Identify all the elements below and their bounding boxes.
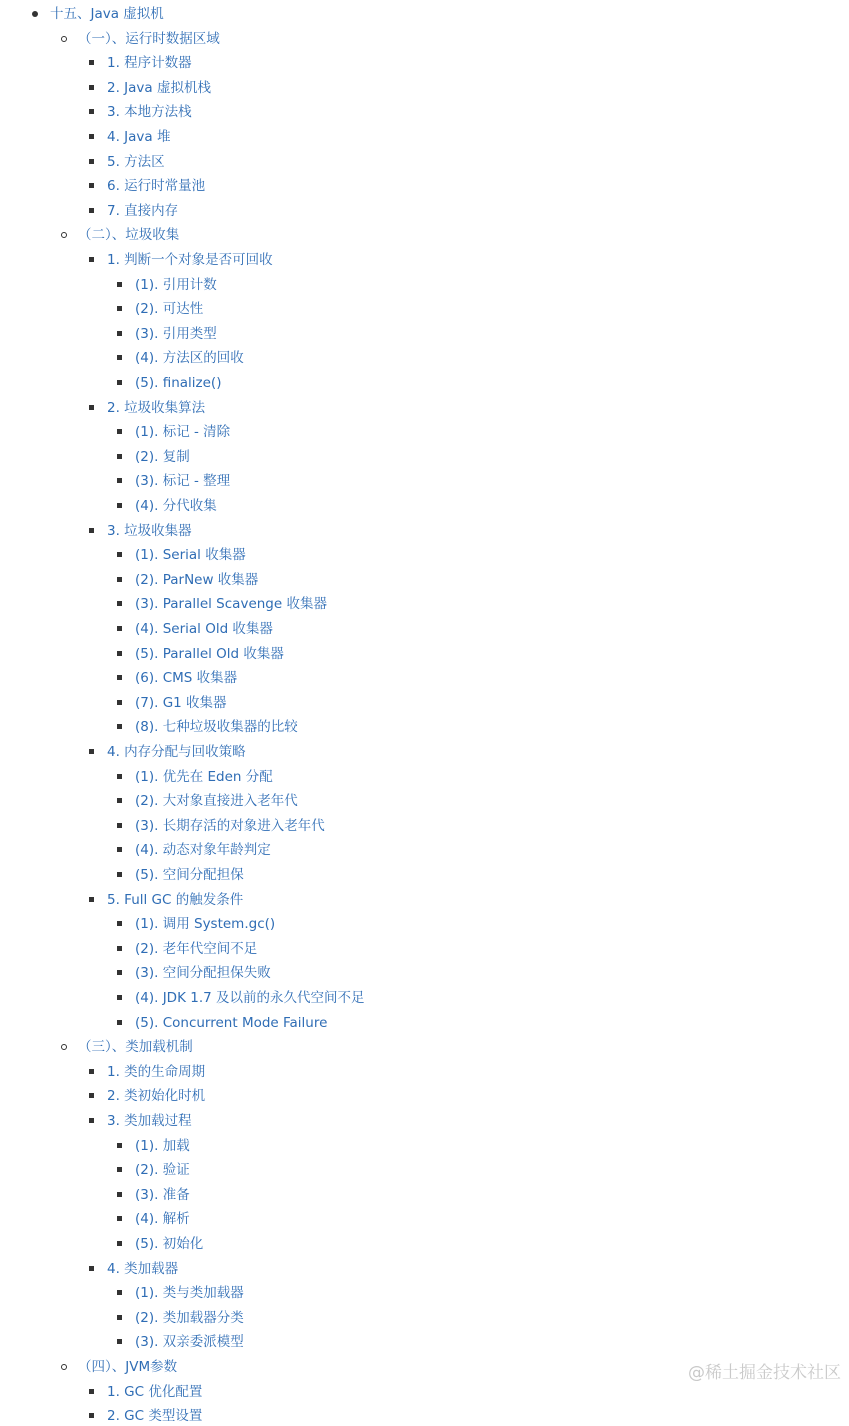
toc-section-link[interactable]: （四）、JVM参数 [78,1359,178,1375]
toc-subitem-link[interactable]: (4). Serial Old 收集器 [135,621,273,637]
list-bullet-icon [115,644,125,664]
toc-item-link[interactable]: 2. Java 虚拟机栈 [107,79,211,96]
list-item [135,717,298,737]
list-bullet-icon [115,840,125,860]
list-bullet-icon [87,1382,97,1402]
list-bullet-icon [87,250,97,270]
toc-subitem-link[interactable]: (5). finalize() [135,375,222,391]
list-item [107,176,205,196]
list-bullet-icon [87,152,97,172]
list-bullet-icon [87,1062,97,1082]
list-bullet-icon [87,890,97,910]
list-item [107,742,246,762]
toc-subitem-link[interactable]: (4). 解析 [135,1211,190,1228]
list-item [78,1357,177,1377]
toc-subitem-link[interactable]: (8). 七种垃圾收集器的比较 [135,719,298,736]
list-item [135,594,327,614]
list-bullet-icon [115,1136,125,1156]
toc-item-link[interactable]: 1. 类的生命周期 [107,1063,206,1080]
list-bullet-icon [87,1086,97,1106]
list-bullet-icon [87,201,97,221]
list-item [135,1185,190,1205]
toc-subitem-link[interactable]: (4). 方法区的回收 [135,350,244,367]
list-bullet-icon [115,914,125,934]
toc-subitem-link[interactable]: (2). ParNew 收集器 [135,571,259,588]
list-bullet-icon [115,1308,125,1328]
list-item [135,324,217,344]
toc-subitem-link[interactable]: (1). 优先在 Eden 分配 [135,768,273,785]
list-item [107,1406,202,1426]
list-bullet-icon [115,348,125,368]
list-bullet-icon [87,53,97,73]
list-item [135,570,258,590]
toc-item-link[interactable]: 4. 内存分配与回收策略 [107,744,246,760]
list-bullet-icon [115,1209,125,1229]
list-bullet-icon [115,717,125,737]
list-bullet-icon [115,1185,125,1205]
toc-item-link[interactable]: 4. 类加载器 [107,1260,179,1277]
toc-subitem-link[interactable]: (3). 标记 - 整理 [135,473,231,490]
list-bullet-icon [59,29,69,49]
list-item [135,496,217,516]
toc-subitem-link[interactable]: (2). 复制 [135,448,190,465]
list-item [78,29,220,49]
list-bullet-icon [115,447,125,467]
toc-subitem-link[interactable]: (1). 类与类加载器 [135,1285,244,1302]
toc-subitem-link[interactable]: (5). 初始化 [135,1236,204,1252]
toc-subitem-link[interactable]: (3). 准备 [135,1186,190,1203]
list-item [135,988,365,1008]
list-bullet-icon [115,570,125,590]
toc-subitem-link[interactable]: (1). 标记 - 清除 [135,424,231,441]
toc-item-link[interactable]: 6. 运行时常量池 [107,178,206,195]
list-item [107,1086,205,1106]
list-item [135,275,217,295]
list-item [135,447,190,467]
list-item [78,225,179,245]
list-bullet-icon [87,1406,97,1426]
toc-item-link[interactable]: 2. 类初始化时机 [107,1088,206,1105]
list-bullet-icon [115,939,125,959]
list-bullet-icon [115,1234,125,1254]
list-item [107,1259,178,1279]
list-item [135,619,273,639]
toc-item-link[interactable]: 2. GC 类型设置 [107,1408,203,1425]
list-item [135,1136,190,1156]
list-bullet-icon [115,545,125,565]
list-item [107,152,165,172]
toc-subitem-link[interactable]: (1). 加载 [135,1137,190,1154]
list-bullet-icon [115,668,125,688]
toc-subitem-link[interactable]: (7). G1 收集器 [135,694,227,711]
toc-subitem-link[interactable]: (3). 引用类型 [135,325,217,342]
toc-subitem-link[interactable]: (3). 空间分配担保失败 [135,965,271,982]
toc-section-link[interactable]: （三）、类加载机制 [78,1039,193,1056]
list-item [135,865,244,885]
list-bullet-icon [115,963,125,983]
list-bullet-icon [115,865,125,885]
list-bullet-icon [87,742,97,762]
list-bullet-icon [30,4,40,24]
list-bullet-icon [115,791,125,811]
list-bullet-icon [87,398,97,418]
list-item [107,127,170,147]
list-item [135,939,257,959]
toc-subitem-link[interactable]: (3). 长期存活的对象进入老年代 [135,817,325,834]
list-item [135,791,298,811]
toc-item-link[interactable]: 1. 程序计数器 [107,55,192,72]
toc-subitem-link[interactable]: (2). 类加载器分类 [135,1309,244,1326]
toc-root-link[interactable]: 十五、Java 虚拟机 [50,6,164,22]
toc-subitem-link[interactable]: (2). 大对象直接进入老年代 [135,793,298,810]
watermark: @稀土掘金技术社区 [688,1363,841,1383]
toc-item-link[interactable]: 3. 本地方法栈 [107,104,192,121]
list-item [107,398,205,418]
list-bullet-icon [115,275,125,295]
toc-subitem-link[interactable]: (2). 验证 [135,1162,190,1179]
list-bullet-icon [87,102,97,122]
list-item [135,1308,244,1328]
list-bullet-icon [115,324,125,344]
toc-subitem-link[interactable]: (2). 老年代空间不足 [135,940,258,957]
toc-subitem-link[interactable]: (5). Parallel Old 收集器 [135,645,284,662]
list-bullet-icon [59,1357,69,1377]
list-item [107,102,192,122]
list-item [135,422,230,442]
list-bullet-icon [115,1013,125,1033]
list-bullet-icon [115,594,125,614]
toc-subitem-link[interactable]: (5). Concurrent Mode Failure [135,1014,328,1031]
list-bullet-icon [87,1111,97,1131]
toc-subitem-link[interactable]: (4). 分代收集 [135,498,217,514]
list-bullet-icon [59,225,69,245]
list-item [107,890,243,910]
list-item [107,1062,205,1082]
list-item [135,816,325,836]
list-item [135,767,273,787]
list-item [135,471,230,491]
toc-item-link[interactable]: 5. Full GC 的触发条件 [107,891,244,908]
list-item [135,1283,244,1303]
toc-item-link[interactable]: 2. 垃圾收集算法 [107,399,206,416]
toc-section-link[interactable]: （二）、垃圾收集 [78,227,180,244]
list-item [135,1332,244,1352]
list-bullet-icon [115,1160,125,1180]
list-bullet-icon [59,1037,69,1057]
list-item [135,373,221,393]
list-bullet-icon [87,127,97,147]
list-bullet-icon [115,1332,125,1352]
list-bullet-icon [115,693,125,713]
list-bullet-icon [115,816,125,836]
list-item [78,1037,193,1057]
list-bullet-icon [115,422,125,442]
list-item [135,693,227,713]
list-item [135,644,284,664]
toc-subitem-link[interactable]: (2). 可达性 [135,301,204,318]
list-item [107,201,178,221]
list-item [135,914,275,934]
toc-subitem-link[interactable]: (5). 空间分配担保 [135,867,244,883]
list-bullet-icon [115,299,125,319]
list-item [135,840,271,860]
toc-item-link[interactable]: 5. 方法区 [107,153,165,170]
list-item [135,1013,327,1033]
list-bullet-icon [115,471,125,491]
toc-subitem-link[interactable]: (6). CMS 收集器 [135,670,238,687]
toc-item-link[interactable]: 7. 直接内存 [107,202,179,219]
toc-subitem-link[interactable]: (1). Serial 收集器 [135,547,246,564]
list-bullet-icon [87,1259,97,1279]
list-item [50,4,164,24]
list-bullet-icon [115,496,125,516]
toc-item-link[interactable]: 3. 类加载过程 [107,1113,192,1129]
toc-subitem-link[interactable]: (1). 引用计数 [135,276,217,293]
list-item [135,1234,203,1254]
list-item [107,250,273,270]
list-item [135,1160,190,1180]
list-item [135,348,244,368]
toc-subitem-link[interactable]: (3). 双亲委派模型 [135,1334,244,1351]
list-bullet-icon [115,767,125,787]
list-bullet-icon [115,1283,125,1303]
toc-item-link[interactable]: 4. Java 堆 [107,129,171,145]
list-item [135,963,271,983]
list-bullet-icon [87,521,97,541]
toc-item-link[interactable]: 1. GC 优化配置 [107,1383,203,1400]
toc-subitem-link[interactable]: (1). 调用 System.gc() [135,916,276,933]
toc-subitem-link[interactable]: (3). Parallel Scavenge 收集器 [135,596,327,613]
list-item [107,521,192,541]
list-bullet-icon [115,988,125,1008]
list-item [107,53,192,73]
list-item [107,1382,202,1402]
list-item [135,1209,190,1229]
list-bullet-icon [115,619,125,639]
list-item [135,299,203,319]
list-bullet-icon [87,176,97,196]
list-item [107,1111,192,1131]
toc-subitem-link[interactable]: (4). JDK 1.7 及以前的永久代空间不足 [135,990,365,1006]
list-item [135,668,237,688]
toc-section-link[interactable]: （一）、运行时数据区域 [78,30,220,47]
toc-item-link[interactable]: 3. 垃圾收集器 [107,522,192,539]
toc-subitem-link[interactable]: (4). 动态对象年龄判定 [135,842,271,859]
list-bullet-icon [115,373,125,393]
list-bullet-icon [87,78,97,98]
list-item [107,78,211,98]
toc-item-link[interactable]: 1. 判断一个对象是否可回收 [107,252,273,268]
list-item [135,545,246,565]
